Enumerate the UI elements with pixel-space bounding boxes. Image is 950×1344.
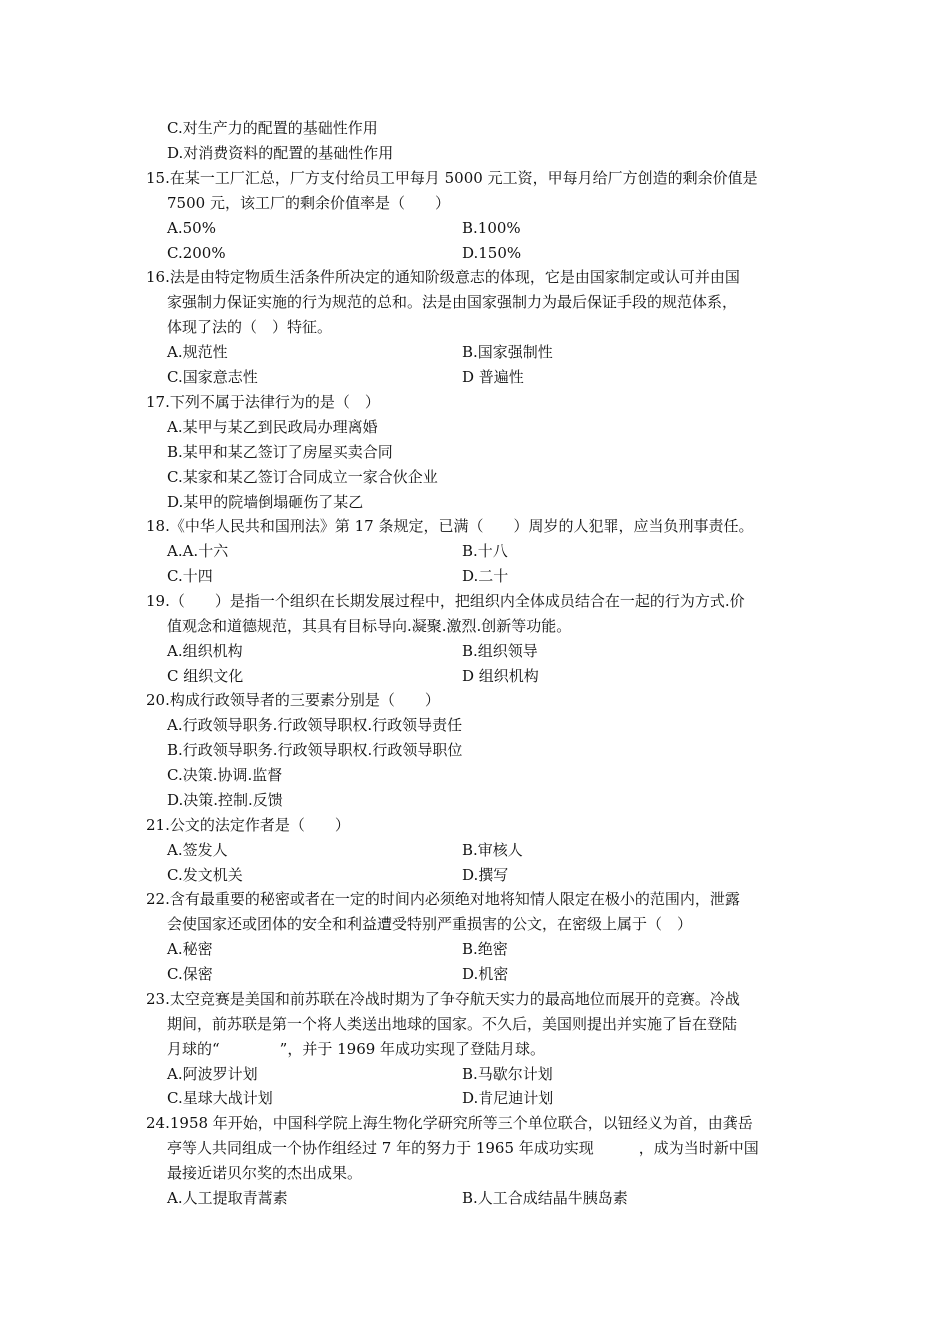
question-23-stem: 23.太空竞赛是美国和前苏联在冷战时期为了争夺航天实力的最高地位而展开的竞赛。冷战 [146,990,740,1008]
question-24-stem: 亭等人共同组成一个协作组经过 7 年的努力于 1965 年成功实现 ，成为当时新中国 [167,1139,759,1157]
question-24-option-a: A.人工提取青蒿素 [167,1189,288,1207]
question-24-option-b: B.人工合成结晶牛胰岛素 [462,1189,628,1207]
question-23-option-d: D.肯尼迪计划 [462,1089,554,1107]
question-15-option-a: A.50% [167,219,216,237]
question-18-option-a: A.A.十六 [167,542,229,560]
question-23-option-b: B.马歇尔计划 [462,1065,553,1083]
question-23-stem: 期间，前苏联是第一个将人类送出地球的国家。不久后，美国则提出并实施了旨在登陆 [167,1015,738,1033]
question-15-option-b: B.100% [462,219,521,237]
question-17-option-a: A.某甲与某乙到民政局办理离婚 [167,418,378,436]
question-15-option-d: D.150% [462,244,522,262]
question-16-stem: 16.法是由特定物质生活条件所决定的通知阶级意志的体现，它是由国家制定或认可并由国 [146,268,740,286]
question-21-option-a: A.签发人 [167,841,228,859]
question-21-option-d: D.撰写 [462,866,509,884]
question-21-option-b: B.审核人 [462,841,523,859]
question-15-option-c: C.200% [167,244,226,262]
question-18-option-d: D.二十 [462,567,509,585]
question-20-stem: 20.构成行政领导者的三要素分别是（ ） [146,691,440,709]
question-19-stem: 值观念和道德规范，其具有目标导向.凝聚.激烈.创新等功能。 [167,617,572,635]
question-17-stem: 17.下列不属于法律行为的是（ ） [146,393,380,411]
question-20-option-a: A.行政领导职务.行政领导职权.行政领导责任 [167,716,463,734]
question-21-stem: 21.公文的法定作者是（ ） [146,816,350,834]
question-19-option-a: A.组织机构 [167,642,243,660]
question-16-option-a: A.规范性 [167,343,228,361]
question-16-option-b: B.国家强制性 [462,343,553,361]
question-15-stem: 7500 元，该工厂的剩余价值率是（ ） [167,194,450,212]
option-d: D.对消费资料的配置的基础性作用 [167,144,394,162]
question-18-stem: 18.《中华人民共和国刑法》第 17 条规定，已满（ ）周岁的人犯罪，应当负刑事责任。 [146,517,754,535]
question-23-stem: 月球的“ ”，并于 1969 年成功实现了登陆月球。 [167,1040,546,1058]
question-23-option-a: A.阿波罗计划 [167,1065,258,1083]
question-19-stem: 19.（ ）是指一个组织在长期发展过程中，把组织内全体成员结合在一起的行为方式.价 [146,592,745,610]
question-18-option-b: B.十八 [462,542,508,560]
question-16-option-c: C.国家意志性 [167,368,258,386]
question-24-stem: 24.1958 年开始，中国科学院上海生物化学研究所等三个单位联合，以钮经义为首，由龚岳 [146,1114,753,1132]
question-23-option-c: C.星球大战计划 [167,1089,273,1107]
question-16-stem: 家强制力保证实施的行为规范的总和。法是由国家强制力为最后保证手段的规范体系， [167,293,738,311]
question-24-stem: 最接近诺贝尔奖的杰出成果。 [167,1164,363,1182]
question-22-option-d: D.机密 [462,965,509,983]
question-19-option-d: D 组织机构 [462,667,539,685]
question-22-stem: 22.含有最重要的秘密或者在一定的时间内必须绝对地将知情人限定在极小的范围内，泄露 [146,890,740,908]
question-16-stem: 体现了法的（ ）特征。 [167,318,333,336]
question-22-option-b: B.绝密 [462,940,508,958]
question-20-option-d: D.决策.控制.反馈 [167,791,283,809]
question-19-option-b: B.组织领导 [462,642,538,660]
question-20-option-b: B.行政领导职务.行政领导职权.行政领导职位 [167,741,463,759]
question-18-option-c: C.十四 [167,567,213,585]
question-15-stem: 15.在某一工厂汇总，厂方支付给员工甲每月 5000 元工资，甲每月给厂方创造的剩余价值是 [146,169,758,187]
question-20-option-c: C.决策.协调.监督 [167,766,283,784]
question-22-option-a: A.秘密 [167,940,213,958]
question-19-option-c: C 组织文化 [167,667,244,685]
question-22-stem: 会使国家还或团体的安全和利益遭受特别严重损害的公文，在密级上属于（ ） [167,915,693,933]
question-16-option-d: D 普遍性 [462,368,524,386]
option-c: C.对生产力的配置的基础性作用 [167,119,378,137]
question-21-option-c: C.发文机关 [167,866,243,884]
question-17-option-c: C.某家和某乙签订合同成立一家合伙企业 [167,468,438,486]
question-22-option-c: C.保密 [167,965,213,983]
question-17-option-b: B.某甲和某乙签订了房屋买卖合同 [167,443,393,461]
question-17-option-d: D.某甲的院墙倒塌砸伤了某乙 [167,493,364,511]
